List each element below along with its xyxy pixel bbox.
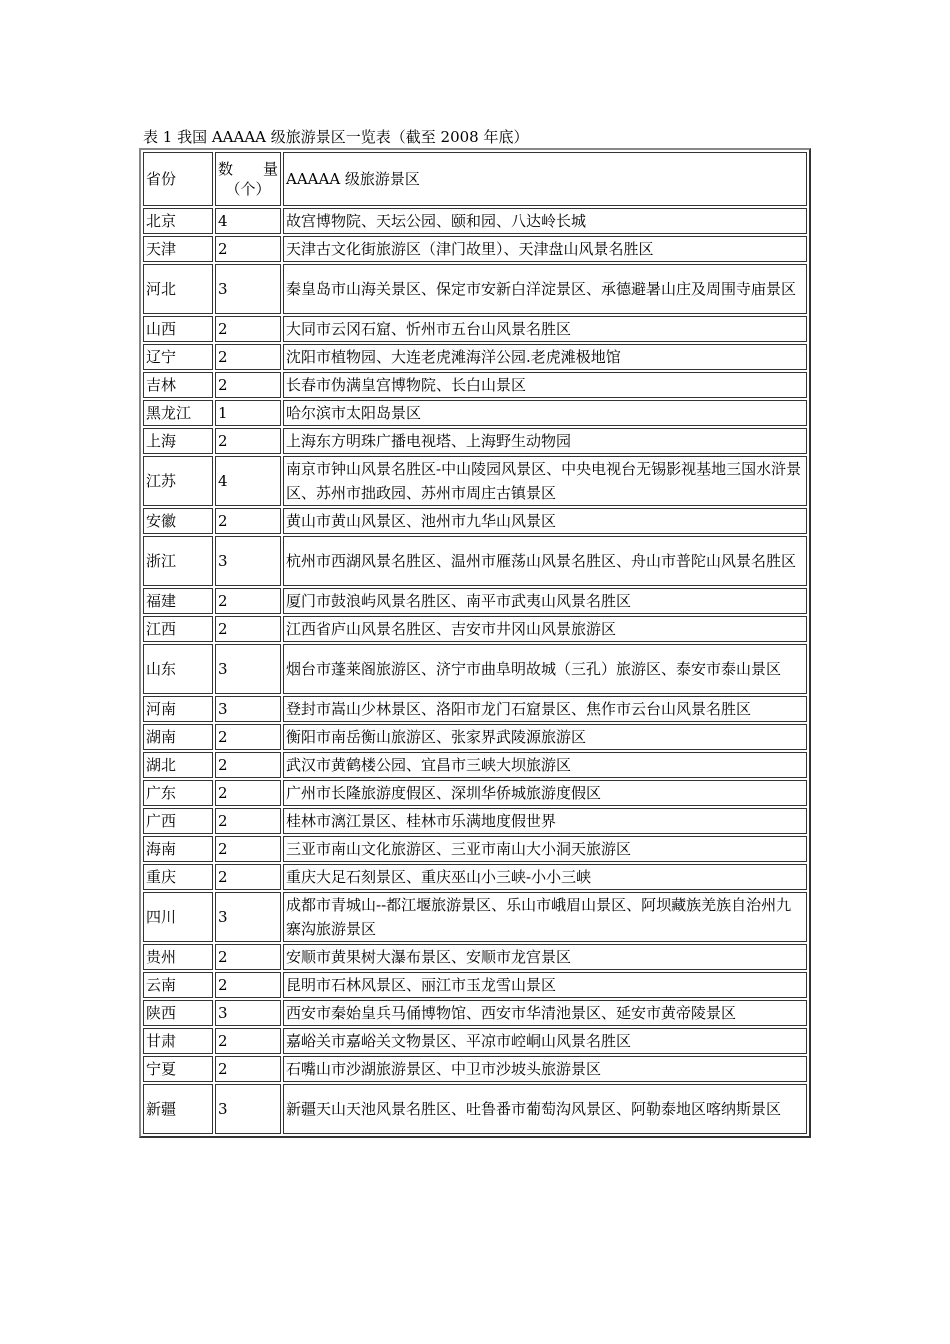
count-cell: 2 — [215, 808, 281, 834]
scenic-area-table-container — [139, 148, 811, 1138]
table-row — [143, 724, 807, 750]
table-row — [143, 372, 807, 398]
count-cell: 2 — [215, 1028, 281, 1054]
table-row — [143, 316, 807, 342]
scenic-areas-cell: 杭州市西湖风景名胜区、温州市雁荡山风景名胜区、舟山市普陀山风景名胜区 — [283, 536, 807, 586]
province-cell: 广西 — [143, 808, 213, 834]
table-caption: 表 1 我国 AAAAA 级旅游景区一览表（截至 2008 年底） — [143, 128, 529, 146]
table-row — [143, 1056, 807, 1082]
count-cell: 2 — [215, 372, 281, 398]
scenic-areas-cell: 广州市长隆旅游度假区、深圳华侨城旅游度假区 — [283, 780, 807, 806]
scenic-areas-cell: 天津古文化街旅游区（津门故里）、天津盘山风景名胜区 — [283, 236, 807, 262]
count-cell: 2 — [215, 616, 281, 642]
scenic-areas-cell: 重庆大足石刻景区、重庆巫山小三峡-小小三峡 — [283, 864, 807, 890]
table-row — [143, 780, 807, 806]
header-quantity — [215, 152, 281, 206]
count-cell: 2 — [215, 508, 281, 534]
header-quantity-unit: （个） — [225, 180, 271, 198]
province-cell: 黑龙江 — [143, 400, 213, 426]
province-cell: 江苏 — [143, 456, 213, 506]
table-row — [143, 944, 807, 970]
scenic-areas-cell: 大同市云冈石窟、忻州市五台山风景名胜区 — [283, 316, 807, 342]
count-cell: 3 — [215, 264, 281, 314]
province-cell: 湖南 — [143, 724, 213, 750]
table-row — [143, 264, 807, 314]
province-cell: 贵州 — [143, 944, 213, 970]
table-row — [143, 972, 807, 998]
scenic-areas-cell: 武汉市黄鹤楼公园、宜昌市三峡大坝旅游区 — [283, 752, 807, 778]
scenic-areas-cell: 新疆天山天池风景名胜区、吐鲁番市葡萄沟风景区、阿勒泰地区喀纳斯景区 — [283, 1084, 807, 1134]
count-cell: 2 — [215, 236, 281, 262]
table-row — [143, 428, 807, 454]
scenic-areas-cell: 昆明市石林风景区、丽江市玉龙雪山景区 — [283, 972, 807, 998]
scenic-areas-cell: 沈阳市植物园、大连老虎滩海洋公园.老虎滩极地馆 — [283, 344, 807, 370]
scenic-areas-cell: 上海东方明珠广播电视塔、上海野生动物园 — [283, 428, 807, 454]
province-cell: 安徽 — [143, 508, 213, 534]
scenic-areas-cell: 西安市秦始皇兵马俑博物馆、西安市华清池景区、延安市黄帝陵景区 — [283, 1000, 807, 1026]
table-row — [143, 836, 807, 862]
count-cell: 2 — [215, 724, 281, 750]
province-cell: 重庆 — [143, 864, 213, 890]
count-cell: 2 — [215, 588, 281, 614]
count-cell: 4 — [215, 208, 281, 234]
table-row — [143, 588, 807, 614]
scenic-area-table — [139, 148, 811, 1138]
table-row — [143, 456, 807, 506]
scenic-areas-cell: 故宫博物院、天坛公园、颐和园、八达岭长城 — [283, 208, 807, 234]
table-row — [143, 752, 807, 778]
table-row — [143, 892, 807, 942]
scenic-areas-cell: 衡阳市南岳衡山旅游区、张家界武陵源旅游区 — [283, 724, 807, 750]
table-row — [143, 1000, 807, 1026]
scenic-areas-cell: 江西省庐山风景名胜区、吉安市井冈山风景旅游区 — [283, 616, 807, 642]
scenic-areas-cell: 桂林市漓江景区、桂林市乐满地度假世界 — [283, 808, 807, 834]
header-quantity-top-left: 数 — [218, 160, 234, 178]
province-cell: 河北 — [143, 264, 213, 314]
scenic-areas-cell: 三亚市南山文化旅游区、三亚市南山大小洞天旅游区 — [283, 836, 807, 862]
province-cell: 吉林 — [143, 372, 213, 398]
table-row — [143, 508, 807, 534]
province-cell: 广东 — [143, 780, 213, 806]
province-cell: 福建 — [143, 588, 213, 614]
table-row — [143, 1084, 807, 1134]
table-row — [143, 808, 807, 834]
scenic-areas-cell: 哈尔滨市太阳岛景区 — [283, 400, 807, 426]
province-cell: 陕西 — [143, 1000, 213, 1026]
table-row — [143, 536, 807, 586]
table-row — [143, 864, 807, 890]
province-cell: 辽宁 — [143, 344, 213, 370]
count-cell: 2 — [215, 864, 281, 890]
table-row — [143, 400, 807, 426]
scenic-areas-cell: 烟台市蓬莱阁旅游区、济宁市曲阜明故城（三孔）旅游区、泰安市泰山景区 — [283, 644, 807, 694]
count-cell: 2 — [215, 428, 281, 454]
table-row — [143, 696, 807, 722]
count-cell: 1 — [215, 400, 281, 426]
scenic-areas-cell: 石嘴山市沙湖旅游景区、中卫市沙坡头旅游景区 — [283, 1056, 807, 1082]
table-row — [143, 208, 807, 234]
province-cell: 山东 — [143, 644, 213, 694]
header-scenic-areas: AAAAA 级旅游景区 — [283, 152, 807, 206]
scenic-areas-cell: 厦门市鼓浪屿风景名胜区、南平市武夷山风景名胜区 — [283, 588, 807, 614]
scenic-areas-cell: 黄山市黄山风景区、池州市九华山风景区 — [283, 508, 807, 534]
scenic-areas-cell: 长春市伪满皇宫博物院、长白山景区 — [283, 372, 807, 398]
count-cell: 2 — [215, 752, 281, 778]
province-cell: 云南 — [143, 972, 213, 998]
scenic-areas-cell: 安顺市黄果树大瀑布景区、安顺市龙宫景区 — [283, 944, 807, 970]
count-cell: 2 — [215, 780, 281, 806]
province-cell: 江西 — [143, 616, 213, 642]
header-quantity-top-right: 量 — [262, 160, 278, 178]
count-cell: 3 — [215, 892, 281, 942]
count-cell: 3 — [215, 1000, 281, 1026]
province-cell: 天津 — [143, 236, 213, 262]
scenic-areas-cell: 秦皇岛市山海关景区、保定市安新白洋淀景区、承德避暑山庄及周围寺庙景区 — [283, 264, 807, 314]
count-cell: 2 — [215, 344, 281, 370]
count-cell: 3 — [215, 1084, 281, 1134]
province-cell: 浙江 — [143, 536, 213, 586]
province-cell: 宁夏 — [143, 1056, 213, 1082]
province-cell: 北京 — [143, 208, 213, 234]
scenic-areas-cell: 南京市钟山风景名胜区-中山陵园风景区、中央电视台无锡影视基地三国水浒景区、苏州市拙政园、苏州市周庄古镇景区 — [283, 456, 807, 506]
province-cell: 四川 — [143, 892, 213, 942]
count-cell: 2 — [215, 1056, 281, 1082]
table-row — [143, 236, 807, 262]
count-cell: 3 — [215, 644, 281, 694]
count-cell: 2 — [215, 944, 281, 970]
table-row — [143, 1028, 807, 1054]
count-cell: 2 — [215, 316, 281, 342]
scenic-areas-cell: 登封市嵩山少林景区、洛阳市龙门石窟景区、焦作市云台山风景名胜区 — [283, 696, 807, 722]
header-province: 省份 — [143, 152, 213, 206]
province-cell: 上海 — [143, 428, 213, 454]
scenic-areas-cell: 成都市青城山--都江堰旅游景区、乐山市峨眉山景区、阿坝藏族羌族自治州九寨沟旅游景区 — [283, 892, 807, 942]
table-header-row — [143, 152, 807, 206]
table-row — [143, 616, 807, 642]
count-cell: 4 — [215, 456, 281, 506]
table-row — [143, 644, 807, 694]
province-cell: 湖北 — [143, 752, 213, 778]
count-cell: 2 — [215, 972, 281, 998]
count-cell: 3 — [215, 696, 281, 722]
province-cell: 河南 — [143, 696, 213, 722]
scenic-areas-cell: 嘉峪关市嘉峪关文物景区、平凉市崆峒山风景名胜区 — [283, 1028, 807, 1054]
table-body — [143, 152, 807, 1134]
table-row — [143, 344, 807, 370]
count-cell: 3 — [215, 536, 281, 586]
province-cell: 海南 — [143, 836, 213, 862]
province-cell: 甘肃 — [143, 1028, 213, 1054]
province-cell: 新疆 — [143, 1084, 213, 1134]
count-cell: 2 — [215, 836, 281, 862]
province-cell: 山西 — [143, 316, 213, 342]
